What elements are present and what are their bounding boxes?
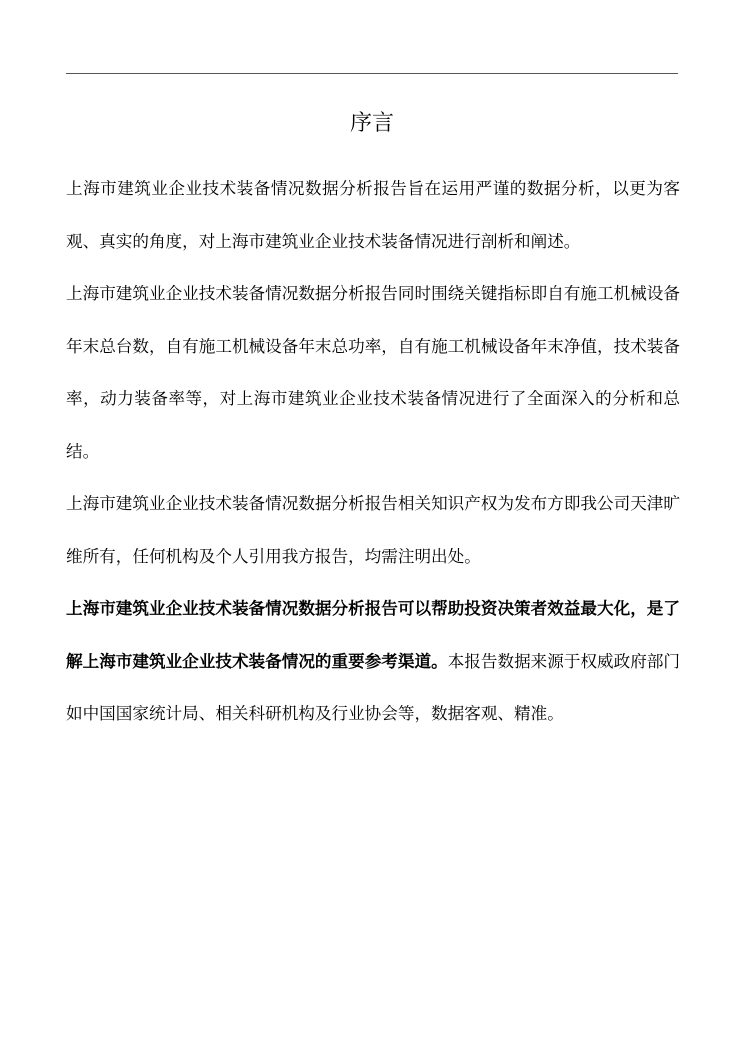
paragraph-value-bold: 上海市建筑业企业技术装备情况数据分析报告可以帮助投资决策者效益最大化，是了解上海市建筑业企业技术装备情况的重要参考渠道。 [66,599,680,671]
paragraph-intro: 上海市建筑业企业技术装备情况数据分析报告旨在运用严谨的数据分析，以更为客观、真实的角度，对上海市建筑业企业技术装备情况进行剖析和阐述。 [66,179,680,251]
preface-body [66,163,680,741]
page-title: 序言 [349,111,394,136]
paragraph-copyright: 上海市建筑业企业技术装备情况数据分析报告相关知识产权为发布方即我公司天津旷维所有，任何机构及个人引用我方报告，均需注明出处。 [66,494,680,566]
paragraph-data-source: 本报告数据来源于权威政府部门如中国国家统计局、相关科研机构及行业协会等，数据客观、精准。 [66,651,681,723]
paragraph-indicators: 上海市建筑业企业技术装备情况数据分析报告同时围绕关键指标即自有施工机械设备年末总台数，自有施工机械设备年末总功率，自有施工机械设备年末净值，技术装备率，动力装备率等，对上海市建筑业企业技术装备情况进行了全面深入的分析和总结。 [66,284,680,461]
paragraph-value [66,583,680,741]
header-divider [66,73,678,74]
